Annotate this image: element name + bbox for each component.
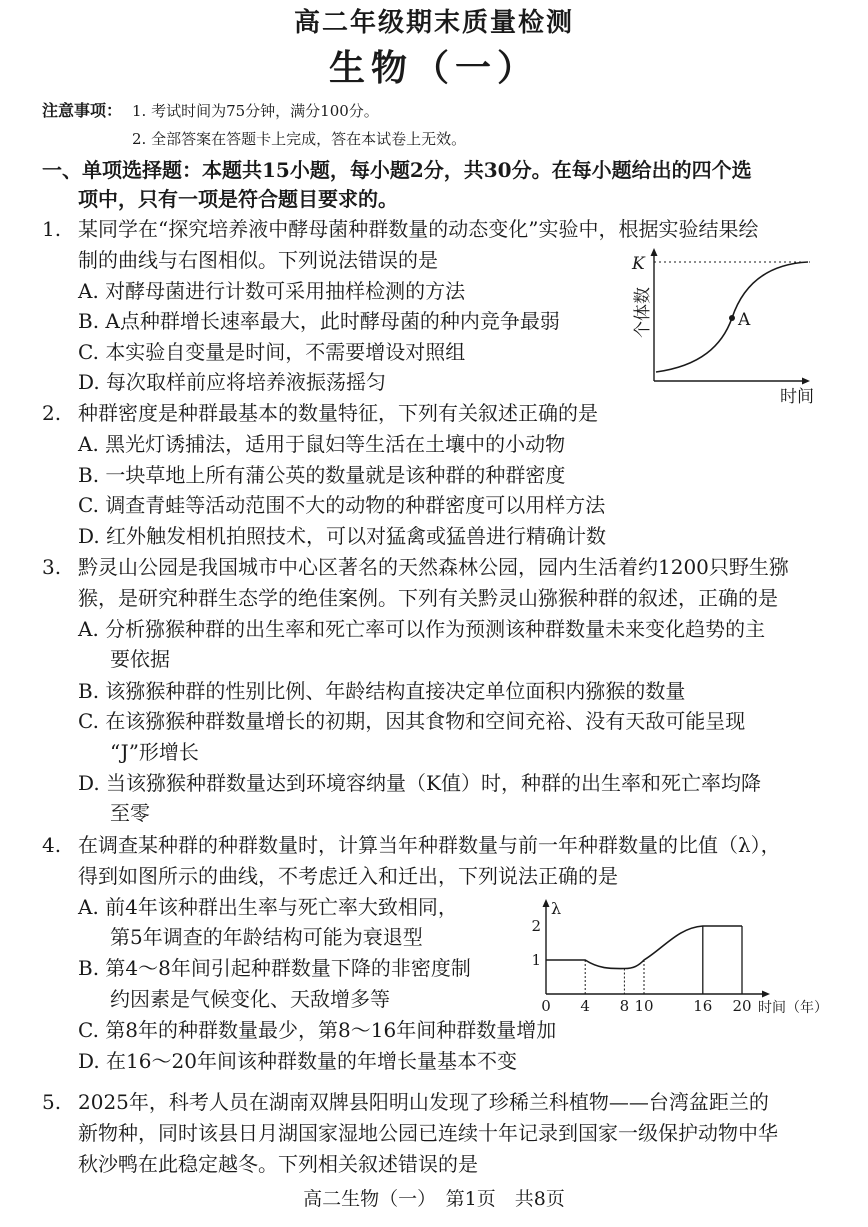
x-axis-arrow — [802, 378, 810, 385]
option-key: D. — [78, 524, 100, 548]
subject-title: 生物（一） — [328, 47, 539, 89]
question-5-stem-cont-2: 秋沙鸭在此稳定越冬。下列相关叙述错误的是 — [78, 1152, 478, 1176]
section-heading: 一、单项选择题：本题共15小题，每小题2分，共30分。在每小题给出的四个选 — [42, 158, 752, 182]
option-key: A. — [78, 895, 99, 919]
option-text: 第4～8年间引起种群数量下降的非密度制 — [105, 956, 471, 980]
question-1-option-b[interactable] — [78, 311, 560, 331]
question-4-option-c[interactable] — [78, 1020, 556, 1040]
option-text: 黑光灯诱捕法，适用于鼠妇等生活在土壤中的小动物 — [105, 432, 566, 456]
option-text: A点种群增长速率最大，此时酵母菌的种内竞争最弱 — [105, 309, 560, 333]
option-text: 该猕猴种群的性别比例、年龄结构直接决定单位面积内猕猴的数量 — [105, 679, 686, 703]
chart-x-arrow — [762, 991, 770, 998]
option-text: 前4年该种群出生率与死亡率大致相同， — [105, 895, 458, 919]
option-text: 本实验自变量是时间，不需要增设对照组 — [105, 340, 466, 364]
option-key: D. — [78, 1049, 100, 1073]
option-key: D. — [78, 370, 100, 394]
question-3-option-a-cont: 要依据 — [110, 647, 170, 671]
question-5-stem-cont-1: 新物种，同时该县日月湖国家湿地公园已连续十年记录到国家一级保护动物中华 — [78, 1121, 778, 1145]
option-text: 第8年的种群数量最少，第8～16年间种群数量增加 — [105, 1018, 557, 1042]
option-key: A. — [78, 617, 99, 641]
question-3-option-c[interactable] — [78, 711, 745, 731]
question-2-option-b[interactable] — [78, 465, 565, 485]
notice-label: 注意事项： — [42, 101, 123, 120]
option-key: A. — [78, 432, 99, 456]
section-heading-cont: 项中，只有一项是符合题目要求的。 — [78, 187, 398, 211]
question-2-option-a[interactable] — [78, 434, 565, 454]
k-label: K — [632, 254, 645, 274]
option-text: 对酵母菌进行计数可采用抽样检测的方法 — [105, 279, 466, 303]
y-tick-label: 2 — [531, 917, 541, 935]
notice-item-2: 2. 全部答案在答题卡上完成，答在本试卷上无效。 — [132, 130, 467, 148]
question-3-option-a[interactable] — [78, 619, 765, 639]
question-3-stem-cont: 猴，是研究种群生态学的绝佳案例。下列有关黔灵山猕猴种群的叙述，正确的是 — [78, 586, 778, 610]
question-4-option-b[interactable] — [78, 958, 471, 978]
x-tick-label: 4 — [580, 997, 590, 1015]
x-tick-label: 8 — [619, 997, 630, 1015]
option-text: 一块草地上所有蒲公英的数量就是该种群的种群密度 — [105, 463, 566, 487]
question-3-option-d[interactable] — [78, 773, 761, 793]
question-5-stem: 2025年，科考人员在湖南双牌县阳明山发现了珍稀兰科植物——台湾盆距兰的 — [78, 1090, 769, 1114]
question-4-option-b-cont: 约因素是气候变化、天敌增多等 — [110, 987, 390, 1011]
x-tick-label: 20 — [732, 997, 752, 1015]
s-curve — [656, 262, 808, 372]
y-axis-arrow — [651, 248, 658, 256]
question-4-option-a[interactable] — [78, 897, 458, 917]
question-4-stem: 在调查某种群的种群数量时，计算当年种群数量与前一年种群数量的比值（λ）， — [78, 833, 781, 857]
question-5-number: 5. — [42, 1090, 62, 1114]
y-axis-label: 个体数 — [633, 287, 653, 338]
notice-item-1: 1. 考试时间为75分钟，满分100分。 — [132, 102, 379, 120]
option-text: 红外触发相机拍照技术，可以对猛禽或猛兽进行精确计数 — [106, 524, 607, 548]
question-4-stem-cont: 得到如图所示的曲线，不考虑迁入和迁出，下列说法正确的是 — [78, 864, 618, 888]
question-1-stem-cont: 制的曲线与右图相似。下列说法错误的是 — [78, 248, 438, 272]
question-4-option-d[interactable] — [78, 1051, 517, 1071]
option-text: 在16～20年间该种群数量的年增长量基本不变 — [106, 1049, 517, 1073]
x-tick-label: 0 — [541, 997, 551, 1015]
option-key: C. — [78, 709, 99, 733]
question-1-option-d[interactable] — [78, 372, 386, 392]
question-3-option-d-cont: 至零 — [110, 801, 150, 825]
option-text: 当该猕猴种群数量达到环境容纳量（K值）时，种群的出生率和死亡率均降 — [106, 771, 761, 795]
page-footer: 高二生物（一） 第1页 共8页 — [303, 1188, 565, 1210]
question-2-stem: 种群密度是种群最基本的数量特征，下列有关叙述正确的是 — [78, 401, 598, 425]
question-3-option-c-cont: “J”形增长 — [110, 740, 199, 764]
question-3-option-b[interactable] — [78, 681, 685, 701]
exam-title: 高二年级期末质量检测 — [293, 8, 574, 38]
option-key: C. — [78, 340, 99, 364]
lambda-series-line — [546, 926, 742, 969]
y-tick-label: 1 — [531, 951, 541, 969]
option-key: D. — [78, 771, 100, 795]
question-2-number: 2. — [42, 401, 62, 425]
option-key: B. — [78, 463, 100, 487]
x-tick-label: 16 — [693, 997, 713, 1015]
option-key: B. — [78, 679, 100, 703]
option-text: 分析猕猴种群的出生率和死亡率可以作为预测该种群数量未来变化趋势的主 — [105, 617, 766, 641]
question-1-option-c[interactable] — [78, 342, 465, 362]
point-a-label: A — [738, 310, 751, 330]
option-text: 在该猕猴种群数量增长的初期，因其食物和空间充裕、没有天敌可能呈现 — [105, 709, 746, 733]
question-4-option-a-cont: 第5年调查的年龄结构可能为衰退型 — [110, 925, 423, 949]
option-text: 每次取样前应将培养液振荡摇匀 — [106, 370, 387, 394]
option-key: B. — [78, 956, 100, 980]
chart-x-label: 时间（年） — [758, 1000, 828, 1016]
x-tick-label: 10 — [634, 997, 654, 1015]
option-key: C. — [78, 1018, 99, 1042]
question-1-stem: 某同学在“探究培养液中酵母菌种群数量的动态变化”实验中，根据实验结果绘 — [78, 217, 759, 241]
question-1-option-a[interactable] — [78, 281, 465, 301]
chart-y-label: λ — [551, 899, 562, 918]
chart-y-arrow — [543, 899, 550, 907]
option-key: B. — [78, 309, 100, 333]
question-2-option-c[interactable] — [78, 495, 605, 515]
question-4-number: 4. — [42, 833, 62, 857]
question-3-number: 3. — [42, 555, 62, 579]
option-text: 调查青蛙等活动范围不大的动物的种群密度可以用样方法 — [105, 493, 606, 517]
point-a — [729, 315, 735, 321]
x-axis-label: 时间 — [780, 387, 814, 407]
question-1-number: 1. — [42, 217, 62, 241]
option-key: C. — [78, 493, 99, 517]
option-key: A. — [78, 279, 99, 303]
question-3-stem: 黔灵山公园是我国城市中心区著名的天然森林公园，园内生活着约1200只野生猕 — [78, 555, 789, 579]
question-2-option-d[interactable] — [78, 526, 606, 546]
